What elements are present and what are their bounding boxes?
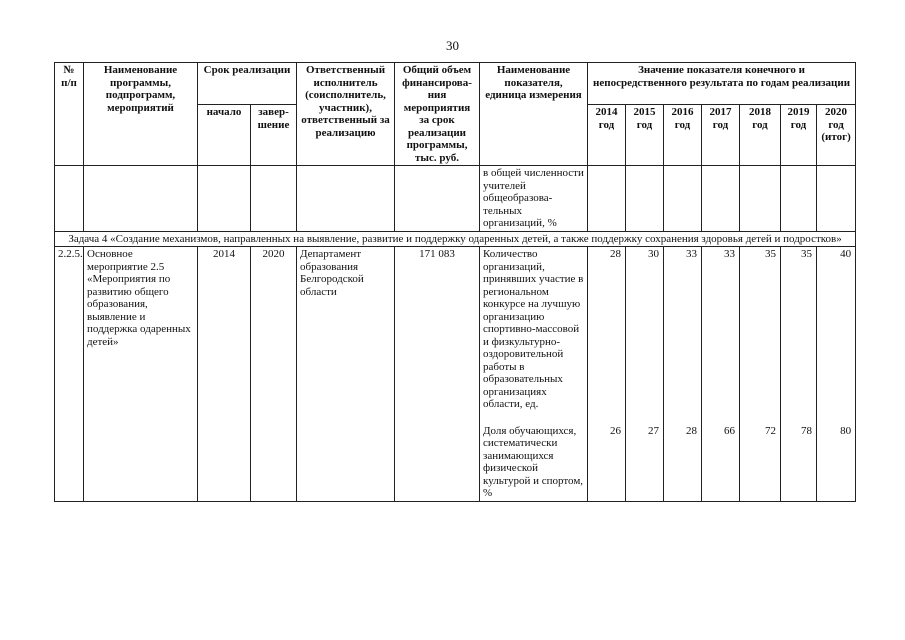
task-row (55, 231, 856, 247)
header-num: № п/п (55, 63, 84, 166)
indicator-2-value-2017: 66 (724, 425, 736, 437)
indicator-1-value-2018: 35 (765, 248, 777, 260)
indicator-2-value-2016: 28 (686, 425, 698, 437)
indicator-2-value-2014: 26 (610, 425, 622, 437)
header-funding: Общий объем финансирова-ния мероприятия за срок реализации программы, тыс. руб. (395, 63, 480, 166)
header-term: Срок реализации (198, 63, 297, 105)
header-name: Наименование программы, подпрограмм, мероприятий (84, 63, 198, 166)
indicator-2-value-2018: 72 (765, 425, 777, 437)
continuation-indicator: в общей численности учителей общеобразова-тельных организаций, % (480, 166, 588, 232)
header-executor: Ответственный исполнитель (соисполнитель, участник), ответственный за реализацию (297, 63, 395, 166)
values-2018 (740, 247, 781, 502)
indicator-1-value-2019: 35 (801, 248, 813, 260)
values-2014 (588, 247, 626, 502)
indicator-2-name: Доля обучающихся, систематически занимающихся физической культурой и спортом, % (483, 424, 584, 499)
activity-funding: 171 083 (395, 247, 480, 502)
header-term-start: начало (198, 105, 251, 166)
values-2016 (664, 247, 702, 502)
continuation-row (55, 166, 856, 232)
page-number: 30 (446, 38, 459, 53)
values-2017 (702, 247, 740, 502)
indicator-1-value-2014: 28 (610, 248, 622, 260)
indicator-1-value-2015: 30 (648, 248, 660, 260)
activity-name: Основное мероприятие 2.5 «Мероприятия по развитию общего образования, выявление и поддержка одаренных детей» (84, 247, 198, 502)
header-year-2016: 2016 год (664, 105, 702, 166)
header-year-2020: 2020 год (итог) (817, 105, 856, 166)
values-2019 (781, 247, 817, 502)
header-year-2018: 2018 год (740, 105, 781, 166)
indicator-2-value-2015: 27 (648, 425, 660, 437)
activity-end: 2020 (251, 247, 297, 502)
header-year-2017: 2017 год (702, 105, 740, 166)
indicator-1-value-2020: 40 (840, 248, 852, 260)
activity-start: 2014 (198, 247, 251, 502)
indicator-1-name: Количество организаций, принявших участие в региональном конкурсе на лучшую организацию спортивно-массовой и физкультурно-оздоровительной работы в образовательных организациях области, ед. (483, 248, 584, 410)
activity-executor: Департамент образования Белгородской области (297, 247, 395, 502)
header-year-2019: 2019 год (781, 105, 817, 166)
header-values: Значение показателя конечного и непосредственного результата по годам реализации (588, 63, 856, 105)
indicator-cell (480, 247, 588, 502)
indicator-2-value-2020: 80 (840, 425, 852, 437)
header-indicator: Наименование показателя, единица измерения (480, 63, 588, 166)
task-title: Задача 4 «Создание механизмов, направленных на выявление, развитие и поддержку одаренных детей, а также поддержку сохранения здоровья детей и подростков» (55, 231, 856, 247)
indicator-2-value-2019: 78 (801, 425, 813, 437)
header-year-2014: 2014 год (588, 105, 626, 166)
values-2020 (817, 247, 856, 502)
header-term-end: завер-шение (251, 105, 297, 166)
activity-num: 2.2.5. (55, 247, 84, 502)
values-2015 (626, 247, 664, 502)
program-activities-table (54, 62, 856, 502)
indicator-1-value-2016: 33 (686, 248, 698, 260)
header-row-1 (55, 63, 856, 105)
activity-row (55, 247, 856, 502)
indicator-1-value-2017: 33 (724, 248, 736, 260)
header-year-2015: 2015 год (626, 105, 664, 166)
